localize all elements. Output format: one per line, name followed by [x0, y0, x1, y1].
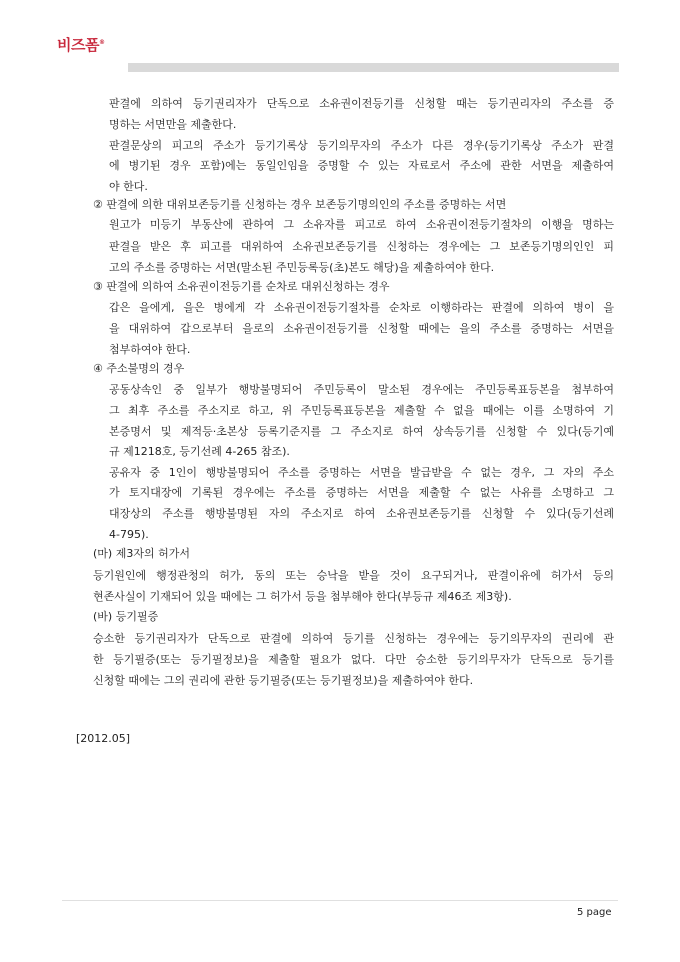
bizforms-logo: 비즈폼®: [57, 36, 105, 54]
body-line: 명하는 서면만을 제출한다.: [109, 118, 237, 131]
body-line: 공동상속인 중 일부가 행방불명되어 주민등록이 말소된 경우에는 주민등록표등본을 첨부하여: [109, 383, 614, 396]
body-line: 4-795).: [109, 528, 149, 541]
body-line: 판결문상의 피고의 주소가 등기기록상 등기의무자의 주소가 다른 경우(등기기록상 주소가 판결: [109, 139, 614, 152]
body-line: (바) 등기필증: [93, 610, 159, 623]
date-stamp: [2012.05]: [76, 732, 131, 745]
page-number: 5 page: [577, 907, 612, 918]
body-line: 판결을 받은 후 피고를 대위하여 소유권보존등기를 신청하는 경우에는 그 보존등기명의인인 피: [109, 240, 614, 253]
body-line: ③ 판결에 의하여 소유권이전등기를 순차로 대위신청하는 경우: [93, 280, 390, 293]
body-line: 본증명서 및 제적등·초본상 등록기준지를 그 주소지로 하여 상속등기를 신청할 수 있다(등기예: [109, 425, 614, 438]
body-line: 등기원인에 행정관청의 허가, 동의 또는 승낙을 받을 것이 요구되거나, 판결이유에 허가서 등의: [93, 569, 614, 582]
body-line: 규 제1218호, 등기선례 4-265 참조).: [109, 445, 290, 458]
body-line: 고의 주소를 증명하는 서면(말소된 주민등록등(초)본도 해당)을 제출하여야 한다.: [109, 261, 495, 274]
body-line: 판결에 의하여 등기권리자가 단독으로 소유권이전등기를 신청할 때는 등기권리자의 주소를 증: [109, 97, 614, 110]
body-line: 대장상의 주소를 행방불명된 자의 주소지로 하여 소유권보존등기를 신청할 수 있다(등기선례: [109, 507, 614, 520]
body-line: 한 등기필증(또는 등기필정보)을 제출할 필요가 없다. 다만 승소한 등기의무자가 단독으로 등기를: [93, 653, 614, 666]
body-line: 신청할 때에는 그의 권리에 관한 등기필증(또는 등기필정보)을 제출하여야 한다.: [93, 674, 474, 687]
body-line: 가 토지대장에 기록된 경우에는 주소를 증명하는 서면을 제출할 수 없는 사유를 소명하고 그: [109, 486, 614, 499]
footer-divider: [62, 900, 618, 901]
body-line: 공유자 중 1인이 행방불명되어 주소를 증명하는 서면을 발급받을 수 없는 경우, 그 자의 주소: [109, 466, 614, 479]
body-line: 첨부하여야 한다.: [109, 343, 191, 356]
body-line: ② 판결에 의한 대위보존등기를 신청하는 경우 보존등기명의인의 주소를 증명하는 서면: [93, 198, 507, 211]
header-bar: [128, 63, 619, 72]
body-line: 승소한 등기권리자가 단독으로 판결에 의하여 등기를 신청하는 경우에는 등기의무자의 권리에 관: [93, 632, 614, 645]
body-line: 현존사실이 기재되어 있을 때에는 그 허가서 등을 첨부해야 한다(부등규 제46조 제3항).: [93, 590, 512, 603]
body-line: 그 최후 주소를 주소지로 하고, 위 주민등록표등본을 제출할 수 없을 때에는 이를 소명하여 기: [109, 404, 614, 417]
body-line: 야 한다.: [109, 180, 148, 193]
body-line: 원고가 미등기 부동산에 관하여 그 소유자를 피고로 하여 소유권이전등기절차의 이행을 명하는: [109, 218, 614, 231]
body-line: 에 병기된 경우 포함)에는 동일인임을 증명할 수 있는 자료로서 주소에 관한 서면을 제출하여: [109, 159, 614, 172]
body-line: 갑은 을에게, 을은 병에게 각 소유권이전등기절차를 순차로 이행하라는 판결에 의하여 병이 을: [109, 301, 614, 314]
body-line: 을 대위하여 갑으로부터 을로의 소유권이전등기를 신청할 때에는 을의 주소를 증명하는 서면을: [109, 322, 614, 335]
body-line: ④ 주소불명의 경우: [93, 362, 185, 375]
body-line: (마) 제3자의 허가서: [93, 547, 190, 560]
